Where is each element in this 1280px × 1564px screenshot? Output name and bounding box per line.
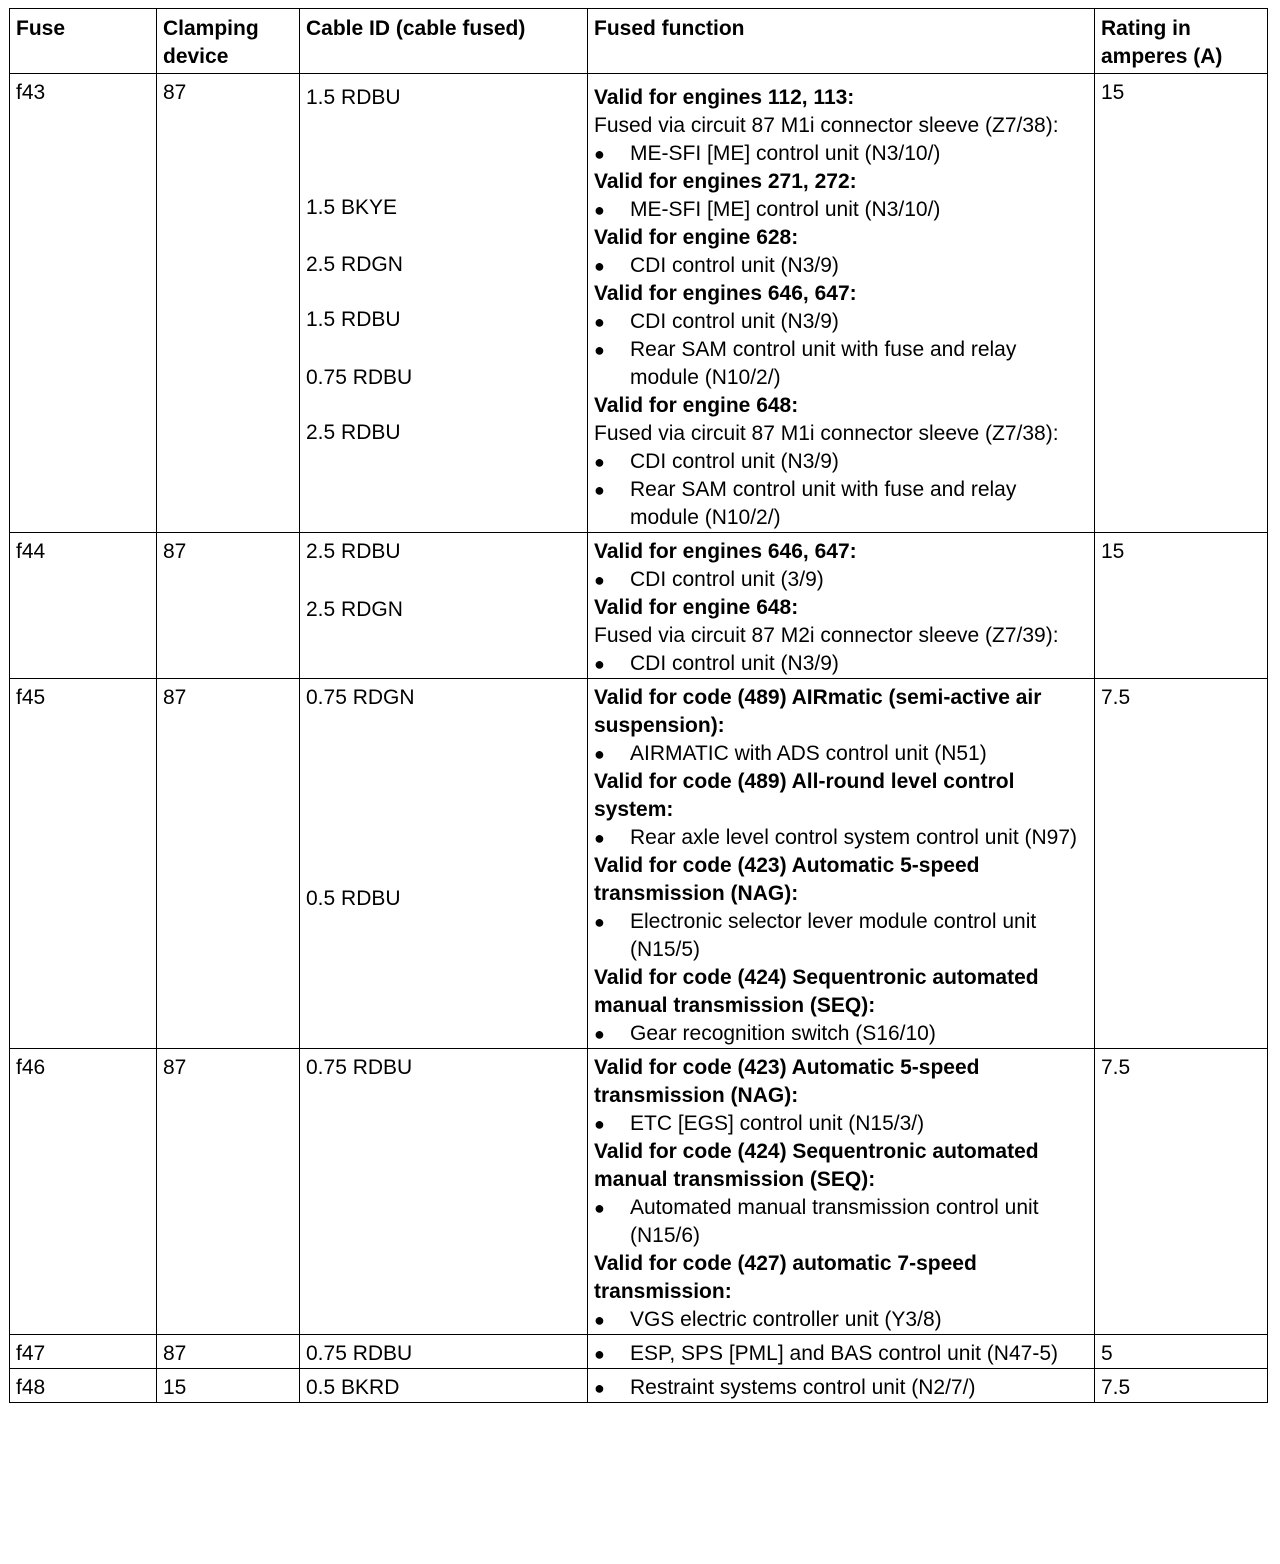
clamp-cell: 87 xyxy=(157,679,300,1049)
list-item-text: ME-SFI [ME] control unit (N3/10/) xyxy=(630,142,941,165)
function-cell xyxy=(588,679,1095,1049)
cable-id: 1.5 BKYE xyxy=(306,196,398,219)
bullet-icon: ● xyxy=(594,570,605,590)
cable-id: 0.5 RDBU xyxy=(306,887,401,910)
list-item-text: Rear SAM control unit with fuse and relay module (N10/2/) xyxy=(630,338,1017,389)
bullet-icon: ● xyxy=(594,312,605,332)
list-item xyxy=(594,740,1088,768)
cable-id: 0.75 RDBU xyxy=(306,1342,413,1365)
validity-heading: Valid for code (489) All-round level control system: xyxy=(594,770,1015,821)
bullet-icon: ● xyxy=(594,256,605,276)
bullet-icon: ● xyxy=(594,744,605,764)
header-rating: Rating in amperes (A) xyxy=(1095,9,1268,74)
function-cell xyxy=(588,74,1095,533)
clamp-cell: 87 xyxy=(157,1049,300,1335)
rating-cell: 7.5 xyxy=(1095,1049,1268,1335)
list-item xyxy=(594,650,1088,678)
header-clamping-device: Clamping device xyxy=(157,9,300,74)
function-cell xyxy=(588,1369,1095,1403)
cable-cell xyxy=(300,533,588,679)
list-item xyxy=(594,566,1088,594)
list-item-text: CDI control unit (N3/9) xyxy=(630,652,839,675)
list-item-text: ESP, SPS [PML] and BAS control unit (N47-5) xyxy=(630,1342,1058,1365)
cable-id: 0.75 RDGN xyxy=(306,686,415,709)
function-note: Fused via circuit 87 M1i connector sleeve (Z7/38): xyxy=(594,114,1059,137)
fuse-cell: f46 xyxy=(10,1049,157,1335)
function-cell xyxy=(588,533,1095,679)
list-item-text: CDI control unit (3/9) xyxy=(630,568,824,591)
validity-heading: Valid for engines 271, 272: xyxy=(594,170,857,193)
list-item-text: CDI control unit (N3/9) xyxy=(630,450,839,473)
validity-heading: Valid for engine 648: xyxy=(594,596,799,619)
fuse-cell: f47 xyxy=(10,1335,157,1369)
rating-cell: 15 xyxy=(1095,74,1268,533)
list-item-text: Electronic selector lever module control unit (N15/5) xyxy=(630,910,1037,961)
clamp-cell: 15 xyxy=(157,1369,300,1403)
validity-heading: Valid for engines 646, 647: xyxy=(594,282,857,305)
validity-heading: Valid for code (427) automatic 7-speed transmission: xyxy=(594,1252,977,1303)
rating-cell: 15 xyxy=(1095,533,1268,679)
list-item-text: Automated manual transmission control unit (N15/6) xyxy=(630,1196,1039,1247)
bullet-icon: ● xyxy=(594,200,605,220)
cable-cell xyxy=(300,1335,588,1369)
table-row xyxy=(10,1335,1268,1369)
list-item xyxy=(594,1306,1088,1334)
bullet-icon: ● xyxy=(594,452,605,472)
cable-cell xyxy=(300,1369,588,1403)
validity-heading: Valid for code (423) Automatic 5-speed transmission (NAG): xyxy=(594,854,980,905)
clamp-cell: 87 xyxy=(157,533,300,679)
cable-id: 0.5 BKRD xyxy=(306,1376,400,1399)
bullet-icon: ● xyxy=(594,1114,605,1134)
list-item xyxy=(594,1374,1088,1402)
bullet-icon: ● xyxy=(594,144,605,164)
list-item xyxy=(594,1340,1088,1368)
list-item xyxy=(594,1110,1088,1138)
function-cell xyxy=(588,1049,1095,1335)
list-item xyxy=(594,908,1088,964)
cable-cell xyxy=(300,679,588,1049)
bullet-icon: ● xyxy=(594,480,605,500)
rating-cell: 7.5 xyxy=(1095,1369,1268,1403)
list-item xyxy=(594,140,1088,168)
validity-heading: Valid for engines 646, 647: xyxy=(594,540,857,563)
list-item xyxy=(594,252,1088,280)
cable-id: 1.5 RDBU xyxy=(306,86,401,109)
list-item-text: ME-SFI [ME] control unit (N3/10/) xyxy=(630,198,941,221)
validity-heading: Valid for code (489) AIRmatic (semi-active air suspension): xyxy=(594,686,1042,737)
list-item xyxy=(594,448,1088,476)
fuse-cell: f43 xyxy=(10,74,157,533)
header-fuse: Fuse xyxy=(10,9,157,74)
clamp-cell: 87 xyxy=(157,74,300,533)
cable-id: 2.5 RDBU xyxy=(306,540,401,563)
list-item xyxy=(594,308,1088,336)
list-item-text: Rear axle level control system control unit (N97) xyxy=(630,826,1078,849)
bullet-icon: ● xyxy=(594,1198,605,1218)
function-note: Fused via circuit 87 M1i connector sleeve (Z7/38): xyxy=(594,422,1059,445)
bullet-icon: ● xyxy=(594,340,605,360)
header-cable-id: Cable ID (cable fused) xyxy=(300,9,588,74)
cable-id: 2.5 RDGN xyxy=(306,598,403,621)
cable-cell xyxy=(300,74,588,533)
validity-heading: Valid for engine 648: xyxy=(594,394,799,417)
validity-heading: Valid for code (423) Automatic 5-speed transmission (NAG): xyxy=(594,1056,980,1107)
cable-id: 2.5 RDBU xyxy=(306,421,401,444)
table-row xyxy=(10,1049,1268,1335)
table-row xyxy=(10,533,1268,679)
list-item-text: Rear SAM control unit with fuse and relay module (N10/2/) xyxy=(630,478,1017,529)
list-item xyxy=(594,1020,1088,1048)
rating-cell: 7.5 xyxy=(1095,679,1268,1049)
list-item xyxy=(594,196,1088,224)
list-item xyxy=(594,336,1088,392)
list-item-text: CDI control unit (N3/9) xyxy=(630,310,839,333)
validity-heading: Valid for engine 628: xyxy=(594,226,799,249)
cable-id: 1.5 RDBU xyxy=(306,308,401,331)
validity-heading: Valid for code (424) Sequentronic automated manual transmission (SEQ): xyxy=(594,1140,1039,1191)
list-item xyxy=(594,1194,1088,1250)
table-row xyxy=(10,1369,1268,1403)
function-cell xyxy=(588,1335,1095,1369)
cable-cell xyxy=(300,1049,588,1335)
list-item-text: VGS electric controller unit (Y3/8) xyxy=(630,1308,942,1331)
header-row xyxy=(10,9,1268,74)
validity-heading: Valid for code (424) Sequentronic automated manual transmission (SEQ): xyxy=(594,966,1039,1017)
rating-cell: 5 xyxy=(1095,1335,1268,1369)
bullet-icon: ● xyxy=(594,828,605,848)
bullet-icon: ● xyxy=(594,1378,605,1398)
cable-id: 2.5 RDGN xyxy=(306,253,403,276)
bullet-icon: ● xyxy=(594,1310,605,1330)
fuse-cell: f48 xyxy=(10,1369,157,1403)
table-row xyxy=(10,679,1268,1049)
header-fused-function: Fused function xyxy=(588,9,1095,74)
list-item-text: Restraint systems control unit (N2/7/) xyxy=(630,1376,976,1399)
list-item-text: ETC [EGS] control unit (N15/3/) xyxy=(630,1112,925,1135)
list-item-text: AIRMATIC with ADS control unit (N51) xyxy=(630,742,987,765)
list-item-text: CDI control unit (N3/9) xyxy=(630,254,839,277)
bullet-icon: ● xyxy=(594,1024,605,1044)
table-row xyxy=(10,74,1268,533)
cable-id: 0.75 RDBU xyxy=(306,366,413,389)
clamp-cell: 87 xyxy=(157,1335,300,1369)
list-item xyxy=(594,824,1088,852)
fuse-cell: f45 xyxy=(10,679,157,1049)
validity-heading: Valid for engines 112, 113: xyxy=(594,86,855,109)
bullet-icon: ● xyxy=(594,654,605,674)
list-item-text: Gear recognition switch (S16/10) xyxy=(630,1022,936,1045)
fuse-cell: f44 xyxy=(10,533,157,679)
fuse-table xyxy=(9,8,1268,1403)
cable-id: 0.75 RDBU xyxy=(306,1056,413,1079)
bullet-icon: ● xyxy=(594,912,605,932)
function-note: Fused via circuit 87 M2i connector sleeve (Z7/39): xyxy=(594,624,1059,647)
bullet-icon: ● xyxy=(594,1344,605,1364)
list-item xyxy=(594,476,1088,532)
